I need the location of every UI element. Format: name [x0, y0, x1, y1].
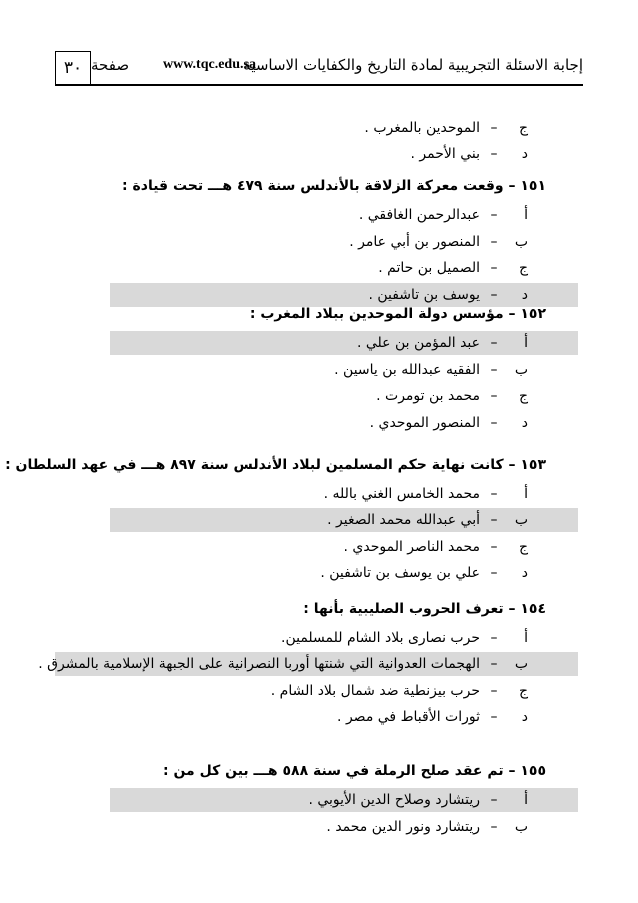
- option-dash: –: [490, 287, 498, 303]
- option-dash: –: [490, 486, 498, 502]
- option-letter: ب: [514, 234, 528, 250]
- answer-option: [357, 331, 528, 355]
- option-dash: –: [490, 207, 498, 223]
- option-dash: –: [490, 683, 498, 699]
- option-dash: –: [490, 260, 498, 276]
- option-text: محمد الخامس الغني بالله .: [323, 486, 480, 502]
- answer-option: [376, 384, 528, 408]
- option-dash: –: [490, 335, 498, 351]
- option-letter: د: [521, 146, 528, 162]
- option-letter: ج: [518, 388, 528, 404]
- option-text: عبدالرحمن الغافقي .: [358, 207, 480, 223]
- option-text: علي بن يوسف بن تاشفين .: [320, 565, 480, 581]
- header-rule: [55, 84, 583, 86]
- option-dash: –: [490, 146, 498, 162]
- option-dash: –: [490, 415, 498, 431]
- option-dash: –: [490, 539, 498, 555]
- option-dash: –: [490, 792, 498, 808]
- header-url-link[interactable]: www.tqc.edu.sa: [163, 57, 256, 72]
- answer-option: [370, 411, 528, 435]
- option-dash: –: [490, 388, 498, 404]
- option-letter: د: [521, 709, 528, 725]
- option-letter: ج: [518, 539, 528, 555]
- answer-option: [327, 508, 528, 532]
- option-letter: ب: [514, 819, 528, 835]
- option-letter: د: [521, 287, 528, 303]
- question-text: ١٥٣ – كانت نهاية حكم المسلمين لبلاد الأندلس سنة ٨٩٧ هـــ في عهد السلطان :: [5, 457, 546, 473]
- option-dash: –: [490, 630, 498, 646]
- option-text: محمد الناصر الموحدي .: [343, 539, 480, 555]
- answer-option: [364, 116, 528, 140]
- option-letter: أ: [524, 486, 528, 502]
- option-text: حرب نصارى بلاد الشام للمسلمين.: [281, 630, 480, 646]
- option-text: عبد المؤمن بن علي .: [356, 335, 480, 351]
- option-letter: أ: [524, 630, 528, 646]
- answer-option: [337, 705, 528, 729]
- answer-option: [359, 203, 528, 227]
- option-text: الهجمات العدوانية التي شنتها أوربا النصرانية على الجبهة الإسلامية بالمشرق .: [38, 656, 480, 672]
- option-text: ريتشارد وصلاح الدين الأيوبي .: [308, 792, 480, 808]
- answer-option: [334, 358, 528, 382]
- option-text: ثورات الأقباط في مصر .: [337, 709, 480, 725]
- option-text: أبي عبدالله محمد الصغير .: [327, 512, 480, 528]
- option-text: الصميل بن حاتم .: [378, 260, 480, 276]
- answer-option: [349, 230, 528, 254]
- option-letter: د: [521, 415, 528, 431]
- option-letter: د: [521, 565, 528, 581]
- option-dash: –: [490, 656, 498, 672]
- option-letter: ب: [514, 362, 528, 378]
- option-text: المنصور بن أبي عامر .: [349, 234, 480, 250]
- answer-option: [378, 256, 528, 280]
- option-dash: –: [490, 120, 498, 136]
- option-dash: –: [490, 709, 498, 725]
- option-letter: ج: [518, 120, 528, 136]
- option-text: الفقيه عبدالله بن ياسين .: [334, 362, 480, 378]
- option-dash: –: [490, 512, 498, 528]
- option-letter: أ: [524, 335, 528, 351]
- header-title: إجابة الاسئلة التجريبية لمادة التاريخ والكفايات الاساسية: [243, 56, 583, 74]
- option-letter: ب: [514, 512, 528, 528]
- answer-option: [38, 652, 528, 676]
- answer-option: [320, 561, 528, 585]
- question-text: ١٥٥ – تم عقد صلح الرملة في سنة ٥٨٨ هـــ بين كل من :: [162, 763, 546, 779]
- option-text: الموحدين بالمغرب .: [364, 120, 480, 136]
- option-text: ريتشارد ونور الدين محمد .: [326, 819, 480, 835]
- page-header: [55, 52, 583, 84]
- question-text: ١٥١ – وقعت معركة الزلاقة بالأندلس سنة ٤٧٩ هـــ تحت قيادة :: [122, 178, 546, 194]
- option-text: المنصور الموحدي .: [369, 415, 480, 431]
- answer-option: [411, 142, 529, 166]
- option-dash: –: [490, 234, 498, 250]
- option-letter: ج: [518, 260, 528, 276]
- option-letter: أ: [524, 792, 528, 808]
- option-letter: ب: [514, 656, 528, 672]
- option-text: محمد بن تومرت .: [376, 388, 480, 404]
- option-text: بني الأحمر .: [410, 146, 480, 162]
- page-number: ٣٠: [55, 51, 91, 84]
- option-text: حرب بيزنطية ضد شمال بلاد الشام .: [270, 683, 480, 699]
- option-letter: أ: [524, 207, 528, 223]
- option-dash: –: [490, 565, 498, 581]
- answer-option: [308, 788, 528, 812]
- option-dash: –: [490, 819, 498, 835]
- page-label: صفحة: [91, 56, 130, 74]
- question-text: ١٥٢ – مؤسس دولة الموحدين ببلاد المغرب :: [249, 306, 546, 322]
- question-text: ١٥٤ – تعرف الحروب الصليبية بأنها :: [303, 601, 546, 617]
- option-dash: –: [490, 362, 498, 378]
- answer-option: [281, 626, 528, 650]
- option-letter: ج: [518, 683, 528, 699]
- answer-option: [344, 535, 528, 559]
- answer-option: [271, 679, 528, 703]
- answer-option: [324, 482, 528, 506]
- option-text: يوسف بن تاشفين .: [368, 287, 480, 303]
- answer-option: [326, 815, 528, 839]
